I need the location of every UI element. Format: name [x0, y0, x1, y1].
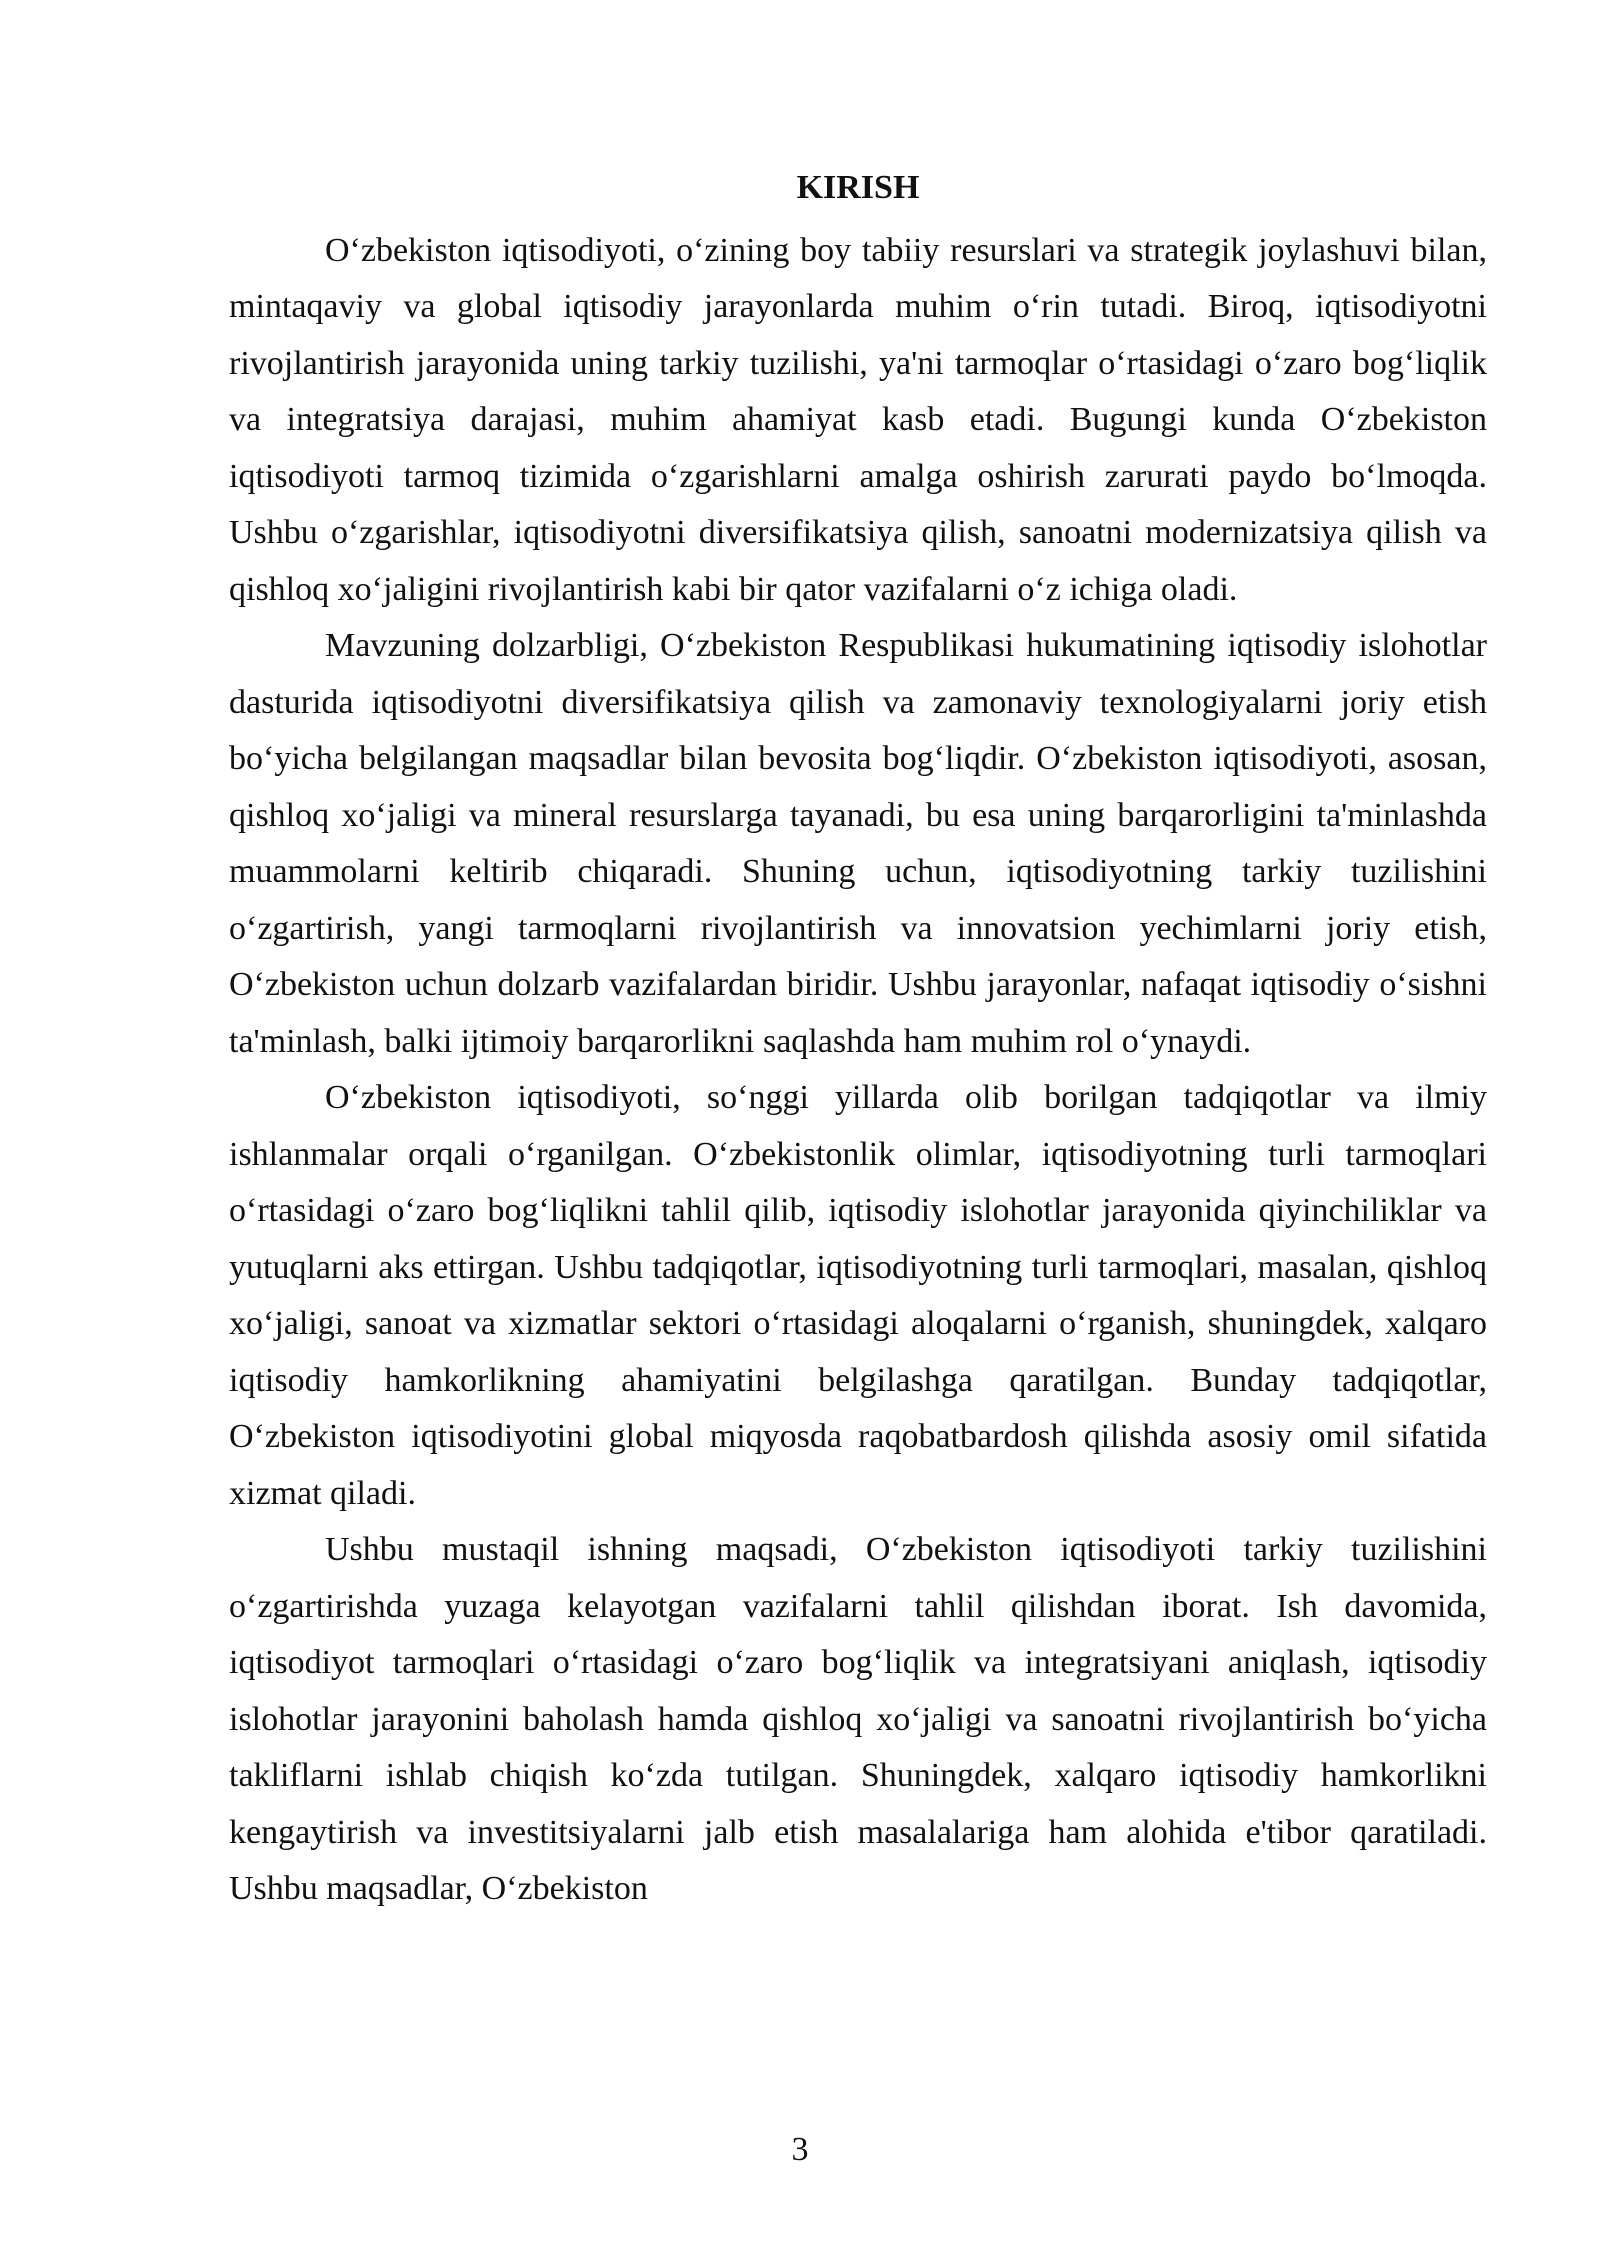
paragraph-1: O‘zbekiston iqtisodiyoti, o‘zining boy tabiiy resurslari va strategik joylashuvi bilan, mintaqaviy va global iqtisodiy jarayonlarda muhim o‘rin tutadi. Biroq, iqtisodiyotni rivojlantirish jarayonida uning tarkiy tuzilishi, ya'ni tarmoqlar o‘rtasidagi o‘zaro bog‘liqlik va integratsiya darajasi, muhim ahamiyat kasb etadi. Bugungi kunda O‘zbekiston iqtisodiyoti tarmoq tizimida o‘zgarishlarni amalga oshirish zarurati paydo bo‘lmoqda. Ushbu o‘zgarishlar, iqtisodiyotni diversifikatsiya qilish, sanoatni modernizatsiya qilish va qishloq xo‘jaligini rivojlantirish kabi bir qator vazifalarni o‘z ichiga oladi.	[229, 231, 1487, 608]
section-title: KIRISH	[796, 169, 920, 206]
page-content	[229, 160, 1487, 1918]
paragraph-4: Ushbu mustaqil ishning maqsadi, O‘zbekiston iqtisodiyoti tarkiy tuzilishini o‘zgartirishda yuzaga kelayotgan vazifalarni tahlil qilishdan iborat. Ish davomida, iqtisodiyot tarmoqlari o‘rtasidagi o‘zaro bog‘liqlik va integratsiyani aniqlash, iqtisodiy islohotlar jarayonini baholash hamda qishloq xo‘jaligi va sanoatni rivojlantirish bo‘yicha takliflarni ishlab chiqish ko‘zda tutilgan. Shuningdek, xalqaro iqtisodiy hamkorlikni kengaytirish va investitsiyalarni jalb etish masalalariga ham alohida e'tibor qaratiladi. Ushbu maqsadlar, O‘zbekiston	[229, 1531, 1487, 1907]
paragraph-3: O‘zbekiston iqtisodiyoti, so‘nggi yillarda olib borilgan tadqiqotlar va ilmiy ishlanmalar orqali o‘rganilgan. O‘zbekistonlik olimlar, iqtisodiyotning turli tarmoqlari o‘rtasidagi o‘zaro bog‘liqlikni tahlil qilib, iqtisodiy islohotlar jarayonida qiyinchiliklar va yutuqlarni aks ettirgan. Ushbu tadqiqotlar, iqtisodiyotning turli tarmoqlari, masalan, qishloq xo‘jaligi, sanoat va xizmatlar sektori o‘rtasidagi aloqalarni o‘rganish, shuningdek, xalqaro iqtisodiy hamkorlikning ahamiyatini belgilashga qaratilgan. Bunday tadqiqotlar, O‘zbekiston iqtisodiyotini global miqyosda raqobatbardosh qilishda asosiy omil sifatida xizmat qiladi.	[229, 1079, 1487, 1512]
page-number: 3	[791, 2131, 809, 2168]
paragraph-2: Mavzuning dolzarbligi, O‘zbekiston Respublikasi hukumatining iqtisodiy islohotlar dasturida iqtisodiyotni diversifikatsiya qilish va zamonaviy texnologiyalarni joriy etish bo‘yicha belgilangan maqsadlar bilan bevosita bog‘liqdir. O‘zbekiston iqtisodiyoti, asosan, qishloq xo‘jaligi va mineral resurslarga tayanadi, bu esa uning barqarorligini ta'minlashda muammolarni keltirib chiqaradi. Shuning uchun, iqtisodiyotning tarkiy tuzilishini o‘zgartirish, yangi tarmoqlarni rivojlantirish va innovatsion yechimlarni joriy etish, O‘zbekiston uchun dolzarb vazifalardan biridir. Ushbu jarayonlar, nafaqat iqtisodiy o‘sishni ta'minlash, balki ijtimoiy barqarorlikni saqlashda ham muhim rol o‘ynaydi.	[229, 627, 1487, 1060]
